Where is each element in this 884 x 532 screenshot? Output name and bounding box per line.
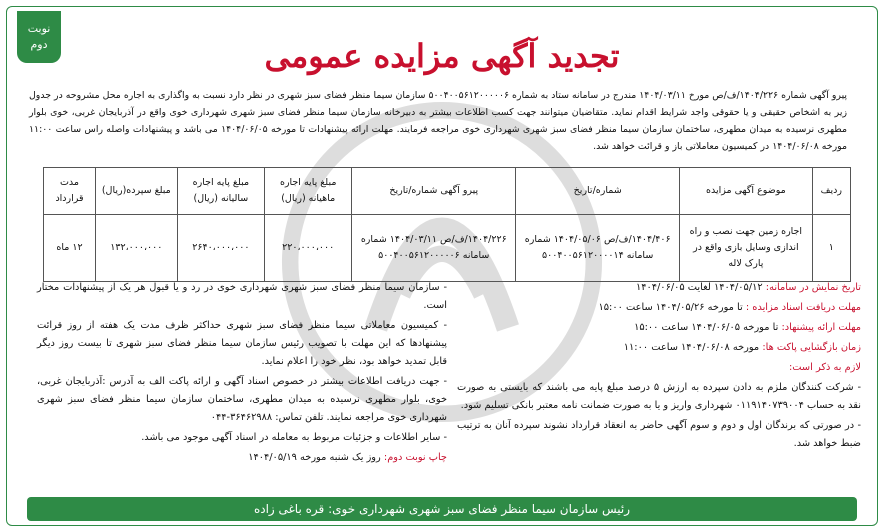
submit-offer-value: تا مورخه ۱۴۰۴/۰۶/۰۵ ساعت ۱۵:۰۰ [634,322,779,333]
open-envelopes-value: مورخه ۱۴۰۴/۰۶/۰۸ ساعت ۱۱:۰۰ [623,342,760,353]
header-number-date: شماره/تاریخ [516,168,680,215]
condition-reject: - سازمان سیما منظر فضای سبز شهری شهرداری خوی در رد و یا قبول هر یک از پیشنهادات مختار است. [37,282,447,311]
badge-line1: نوبت [27,21,51,35]
schedule-column [457,279,861,455]
cell-row-number: ۱ [812,215,850,282]
conditions-column [37,279,447,469]
open-envelopes-label: زمان بازگشایی پاکت ها: [762,342,861,353]
cell-subject: اجاره زمین جهت نصب و راه اندازی وسایل بازی واقع در پارک لاله [680,215,812,282]
display-date-value: ۱۴۰۴/۰۵/۱۲ لغایت ۱۴۰۴/۰۶/۰۵ [635,282,763,293]
submit-offer-line [457,319,861,337]
print-date-line [37,449,447,467]
cell-duration: ۱۲ ماه [44,215,96,282]
cell-deposit: ۱۳۲،۰۰۰،۰۰۰ [96,215,178,282]
footer-signature-bar: رئیس سازمان سیما منظر فضای سبز شهری شهرداری خوی: قره باغی زاده [27,497,857,521]
header-row-number: ردیف [812,168,850,215]
open-envelopes-line [457,339,861,357]
print-date-label: چاپ نوبت دوم: [383,452,447,463]
cell-number-date: ۱۴۰۴/۴۰۶/ف/ص ۱۴۰۴/۰۵/۰۶ شماره سامانه ۵۰۰۴۰۰۵۶۱۲۰۰۰۰۱۴ [516,215,680,282]
header-subject: موضوع آگهی مزایده [680,168,812,215]
badge-line2: دوم [30,38,48,51]
receive-docs-line [457,299,861,317]
display-date-label: تاریخ نمایش در سامانه: [765,282,861,293]
header-previous-notice: پیرو آگهی شماره/تاریخ [352,168,516,215]
submit-offer-label: مهلت ارائه پیشنهاد: [781,322,861,333]
table-row [44,215,851,282]
condition-commission: - کمیسیون معاملاتی سیما منظر فضای سبز شهری حداکثر ظرف مدت یک هفته از روز قرائت پیشنهادها که این مهلت با تصویب رئیس سازمان سیما منظر فضای سبز شهری تا بیست روز دیگر قابل تمدید خواهد بود، نظر خود را اعلام نماید. [37,320,447,367]
receive-docs-value: تا مورخه ۱۴۰۴/۰۵/۲۶ ساعت ۱۵:۰۰ [598,302,743,313]
note-label: لازم به ذکر است: [789,362,861,373]
intro-paragraph: پیرو آگهی شماره ۱۴۰۴/۲۲۶/ف/ص مورخ ۱۴۰۴/۰۳/۱۱ مندرج در سامانه ستاد به شماره ۵۰۰۴۰۰۵۶۱۲۰۰۰۰۰۶ سازمان سیما منظر فضای سبز شهری در نظر دارد نسبت به واگذاری به اجاره محل مشروحه در جدول زیر به اشخاص حقیقی و یا حقوقی واجد شرایط اقدام نماید. متقاضیان میتوانند جهت کسب اطلاعات بیشتر به دبیرخانه سازمان سیما منظر فضای سبز شهری شهرداری خوی واقع در آذربایجان غربی، خوی بلوار مطهری نرسیده به میدان مطهری، ساختمان سازمان سیما منظر فضای سبز شهری شهرداری خوی مراجعه فرمایند. مهلت ارائه پیشنهادات تا مورخه ۱۴۰۴/۰۶/۰۵ می باشد و پیشنهادات واصله راس ساعت ۱۱:۰۰ مورخه ۱۴۰۴/۰۶/۰۸ در کمیسیون معاملاتی باز و قرائت خواهد شد. [29,90,848,152]
condition-address: - جهت دریافت اطلاعات بیشتر در خصوص اسناد آگهی و ارائه پاکت الف به آدرس :آذربایجان غربی، خوی، بلوار مطهری نرسیده به میدان مطهری، ساختمان سازمان سیما منظر فضای سبز شهری شهرداری خوی مراجعه نمایند. تلفن تماس: ۳۶۴۶۲۹۸۸-۰۴۴ [37,376,447,423]
table-header-row [44,168,851,215]
header-duration: مدت قرارداد [44,168,96,215]
page-title: تجدید آگهی مزایده عمومی [264,37,620,75]
note-deposit: - شرکت کنندگان ملزم به دادن سپرده به ارزش ۵ درصد مبلغ پایه می باشند که بایستی به صورت نقد به حساب ۰۱۱۹۱۴۰۷۳۹۰۰۴ شهرداری واریز و یا به صورت ضمانت نامه معتبر بانکی تسلیم شود. [457,382,861,411]
cell-previous-notice: ۱۴۰۴/۲۲۶/ف/ص ۱۴۰۴/۰۳/۱۱ شماره سامانه ۵۰۰۴۰۰۵۶۱۲۰۰۰۰۰۶ [352,215,516,282]
header-deposit: مبلغ سپرده(ریال) [96,168,178,215]
receive-docs-label: مهلت دریافت اسناد مزایده : [745,302,861,313]
auction-table [43,167,851,282]
notice-frame [6,6,878,526]
display-date-line [457,279,861,297]
note-forfeit: - در صورتی که برندگان اول و دوم و سوم آگهی حاضر به انعقاد قرارداد نشوند سپرده آنان به ترتیب ضبط خواهد شد. [457,420,861,449]
cell-monthly-rent: ۲۲۰،۰۰۰،۰۰۰ [265,215,352,282]
header-yearly-rent: مبلغ پایه اجاره سالیانه (ریال) [177,168,265,215]
condition-other-info: - سایر اطلاعات و جزئیات مربوط به معامله در اسناد آگهی موجود می باشد. [141,432,447,443]
header-monthly-rent: مبلغ پایه اجاره ماهیانه (ریال) [265,168,352,215]
cell-yearly-rent: ۲۶۴۰،۰۰۰،۰۰۰ [177,215,265,282]
print-date-value: روز یک شنبه مورخه ۱۴۰۴/۰۵/۱۹ [248,452,381,463]
